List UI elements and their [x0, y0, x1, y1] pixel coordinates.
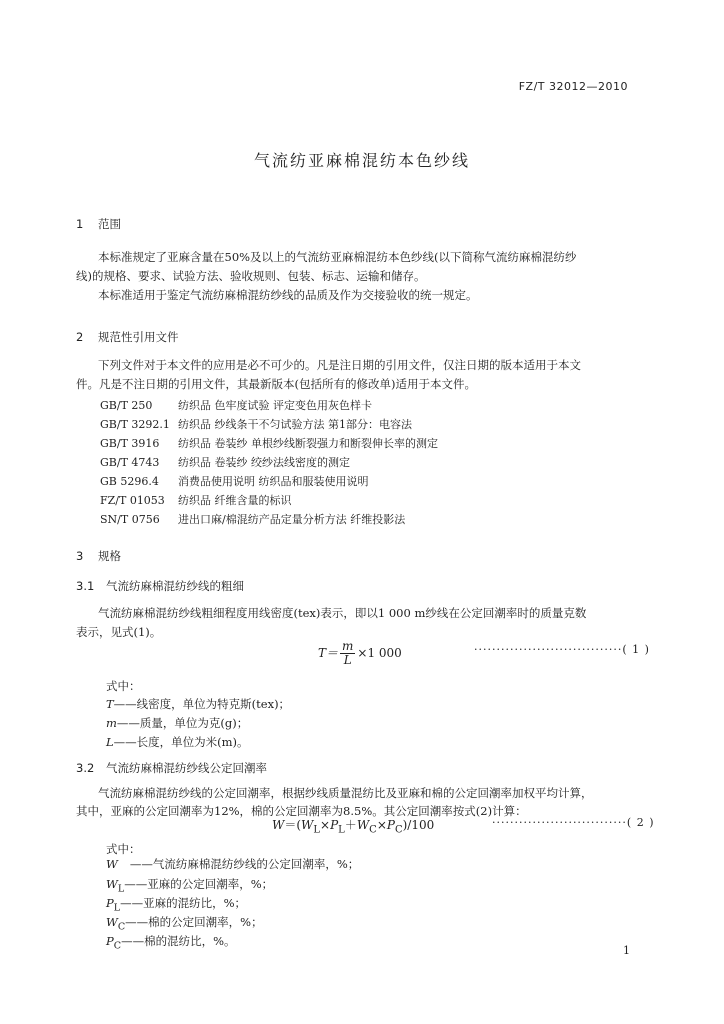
reference-code: SN/T 0756 — [100, 513, 160, 526]
reference-code: FZ/T 01053 — [100, 494, 165, 507]
paragraph: 本标准适用于鉴定气流纺麻棉混纺纱线的品质及作为交接验收的统一规定。 — [98, 288, 478, 302]
section-number: 3 — [76, 549, 84, 563]
reference-title: 进出口麻/棉混纺产品定量分析方法 纤维投影法 — [178, 513, 406, 526]
section-number: 2 — [76, 330, 84, 344]
formula-leader: ······························( 2 ) — [492, 816, 655, 829]
variable-symbol: W — [106, 877, 118, 891]
variable-symbol: m — [106, 716, 117, 730]
formula-number: ( 1 ) — [622, 643, 650, 656]
document-title: 气流纺亚麻棉混纺本色纱线 — [253, 151, 470, 170]
reference-item — [100, 435, 438, 451]
variable-subscript: L — [113, 902, 121, 914]
subsection-number: 3.1 — [76, 579, 95, 593]
formula-lhs: T＝ — [318, 646, 339, 660]
subsection-title: 气流纺麻棉混纺纱线的粗细 — [106, 579, 244, 593]
section-2-heading — [76, 329, 179, 345]
variable-subscript: L — [117, 883, 125, 895]
variable-description: ——长度，单位为米(m)。 — [113, 735, 249, 749]
variable-symbol: L — [106, 735, 114, 749]
variable-description: ——亚麻的混纺比，%； — [120, 896, 247, 910]
variable-symbol: W — [106, 857, 118, 871]
page-number: 1 — [623, 944, 630, 957]
paragraph: 其中，亚麻的公定回潮率为12%，棉的公定回潮率为8.5%。其公定回潮率按式(2)计算： — [76, 804, 527, 818]
paragraph: 线)的规格、要求、试验方法、验收规则、包装、标志、运输和储存。 — [76, 269, 426, 283]
reference-code: GB/T 250 — [100, 399, 153, 412]
variable-symbol: P — [106, 934, 114, 948]
reference-title: 纺织品 卷装纱 绞纱法线密度的测定 — [178, 456, 350, 469]
reference-title: 纺织品 色牢度试验 评定变色用灰色样卡 — [178, 399, 372, 412]
section-1-heading — [76, 216, 121, 232]
reference-code: GB 5296.4 — [100, 475, 159, 488]
formula-rhs: ×1 000 — [357, 646, 402, 660]
variable-definition — [106, 856, 359, 872]
variable-description: ——棉的公定回潮率，%； — [125, 915, 263, 929]
variable-definition — [106, 933, 236, 951]
denominator: L — [343, 653, 352, 667]
subsection-title: 气流纺麻棉混纺纱线公定回潮率 — [106, 761, 267, 775]
variable-description: ——棉的混纺比，%。 — [121, 934, 236, 948]
variable-definition — [106, 914, 263, 932]
variable-description: ——线密度，单位为特克斯(tex)； — [113, 697, 291, 711]
section-3-heading — [76, 548, 121, 564]
variable-description: ——质量，单位为克(g)； — [116, 716, 249, 730]
reference-title: 纺织品 纱线条干不匀试验方法 第1部分：电容法 — [178, 418, 412, 431]
fraction — [340, 640, 355, 667]
section-title: 规范性引用文件 — [98, 330, 179, 344]
paragraph: 气流纺麻棉混纺纱线的公定回潮率，根据纱线质量混纺比及亚麻和棉的公定回潮率加权平均计算， — [98, 786, 593, 800]
subsection-number: 3.2 — [76, 761, 95, 775]
variable-definition — [106, 715, 248, 731]
paragraph: 本标准规定了亚麻含量在50%及以上的气流纺亚麻棉混纺本色纱线(以下简称气流纺麻棉混纺纱 — [98, 250, 577, 264]
subsection-3-1-heading — [76, 578, 244, 594]
reference-item — [100, 454, 350, 470]
variable-definition — [106, 895, 246, 913]
paragraph: 件。凡是不注日期的引用文件，其最新版本(包括所有的修改单)适用于本文件。 — [76, 377, 476, 391]
variable-description: ——气流纺麻棉混纺纱线的公定回潮率，%； — [129, 857, 360, 871]
variable-definition — [106, 734, 249, 750]
reference-code: GB/T 3292.1 — [100, 418, 170, 431]
section-title: 范围 — [98, 217, 121, 231]
reference-item — [100, 473, 369, 489]
variable-subscript: C — [113, 940, 122, 952]
reference-item — [100, 397, 372, 413]
variable-symbol: P — [106, 896, 114, 910]
variable-symbol: W — [106, 915, 118, 929]
where-label: 式中： — [106, 679, 141, 693]
variable-description: ——亚麻的公定回潮率，%； — [124, 877, 274, 891]
reference-item — [100, 492, 292, 508]
formula-leader: ·································( 1 ) — [474, 643, 650, 656]
reference-title: 消费品使用说明 纺织品和服装使用说明 — [178, 475, 369, 488]
numerator: m — [342, 639, 354, 653]
reference-title: 纺织品 纤维含量的标识 — [178, 494, 292, 507]
reference-code: GB/T 3916 — [100, 437, 160, 450]
subsection-3-2-heading — [76, 760, 267, 776]
where-label: 式中： — [106, 842, 141, 856]
paragraph: 气流纺麻棉混纺纱线粗细程度用线密度(tex)表示，即以1 000 m纱线在公定回潮率时的质量克数 — [98, 606, 587, 620]
variable-definition — [106, 876, 273, 894]
variable-definition — [106, 696, 290, 712]
variable-symbol: T — [106, 697, 114, 711]
formula-2: $W=(W_L\times P_L+W_C\times P_C)/100$ — [272, 818, 435, 836]
formula-1 — [318, 640, 402, 667]
reference-code: GB/T 4743 — [100, 456, 160, 469]
standard-number: FZ/T 32012—2010 — [518, 80, 628, 93]
paragraph: 下列文件对于本文件的应用是必不可少的。凡是注日期的引用文件，仅注日期的版本适用于本文 — [98, 358, 581, 372]
reference-title: 纺织品 卷装纱 单根纱线断裂强力和断裂伸长率的测定 — [178, 437, 438, 450]
variable-subscript: C — [117, 921, 126, 933]
reference-item — [100, 416, 412, 432]
section-title: 规格 — [98, 549, 121, 563]
reference-item — [100, 511, 405, 527]
formula-number: ( 2 ) — [626, 816, 655, 829]
paragraph: 表示，见式(1)。 — [76, 625, 162, 639]
section-number: 1 — [76, 217, 84, 231]
